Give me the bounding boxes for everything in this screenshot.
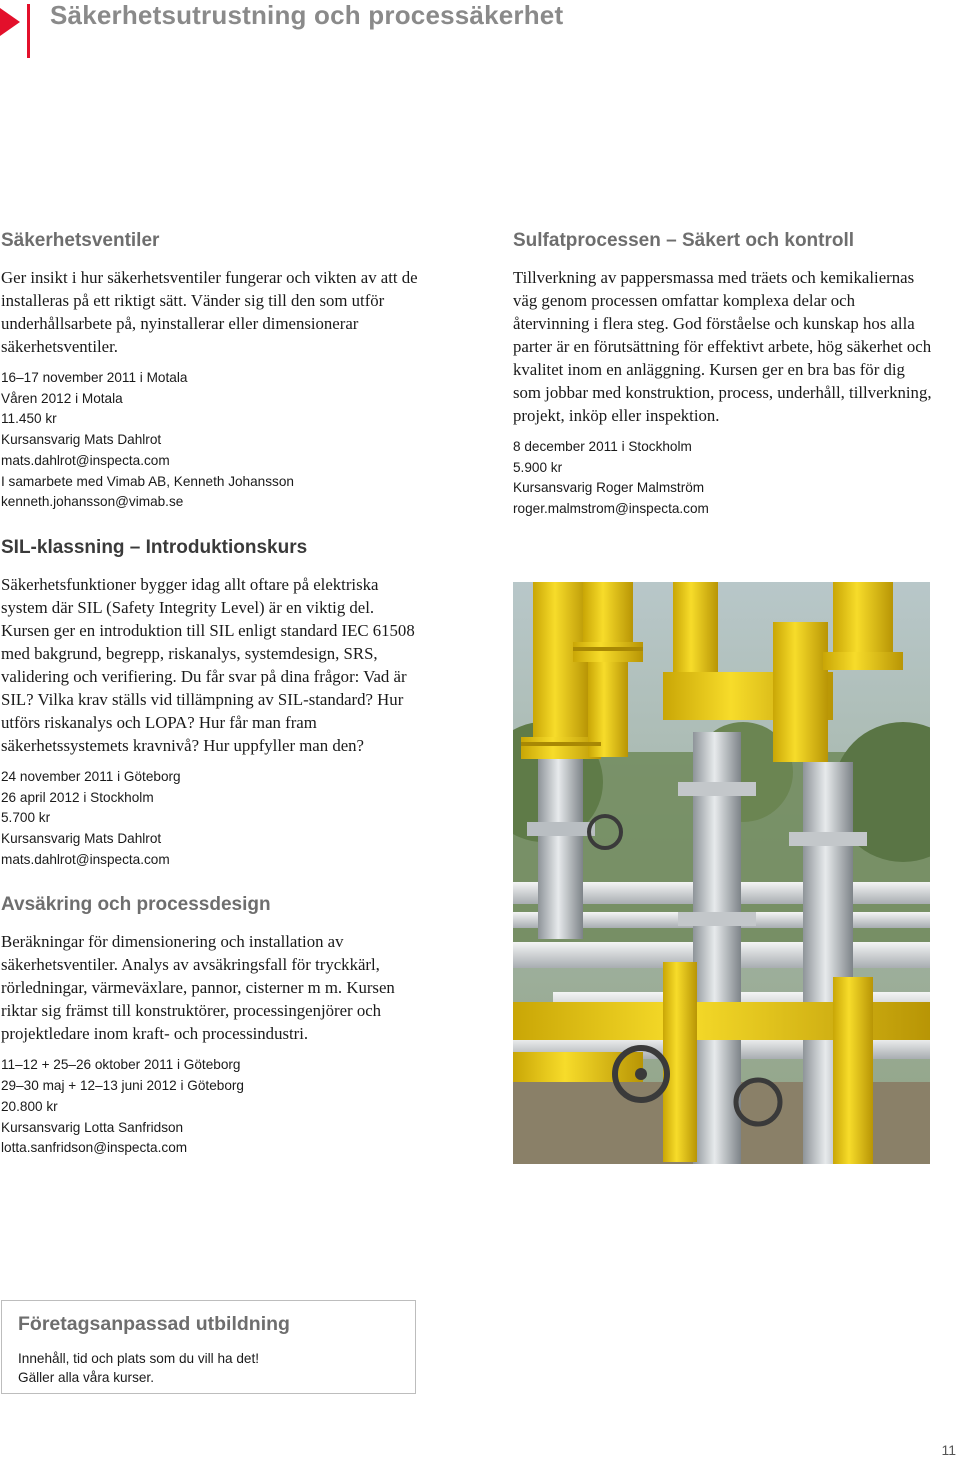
course-description: Ger insikt i hur säkerhetsventiler fungerar och vikten av att de installeras på ett riktigt sätt. Vänder sig till den som utför underhållsarbete på, nyinstallerar eller dimensionerar säkerhetsventiler. — [1, 268, 418, 356]
course-description: Tillverkning av pappersmassa med träets och kemikaliernas väg genom processen omfattar komplexa delar och återvinning i flera steg. God förståelse och kunskap hos alla parter är en förutsättning för effektivt arbete, hög säkerhet och kvalitet inom en anläggning. Kursen ger en bra bas för dig som jobbar med konstruktion, process, underhåll, tillverkning, projekt, inköp eller inspektion. — [513, 268, 932, 425]
course-title: Säkerhetsventiler — [1, 230, 160, 251]
course-responsible: Kursansvarig Roger Malmström — [513, 480, 705, 496]
contact-email[interactable]: roger.malmstrom@inspecta.com — [513, 501, 709, 517]
course-date: 29–30 maj + 12–13 juni 2012 i Göteborg — [1, 1078, 244, 1094]
course-description: Säkerhetsfunktioner bygger idag allt oftare på elektriska system där SIL (Safety Integrity Level) är en viktig del. Kursen ger en introduktion till SIL enligt standard IEC 61508 med bakgrund, begrepp, riskanalys, systemdesign, SRS, validering och verifiering. Du får svar på dina frågor: Vad är SIL? Vilka krav ställs vid tillämpning av SIL-standard? Hur utförs riskanalys och LOPA? Hur får man fram säkerhetssystemets kravnivå? Hur uppfyller man den? — [1, 574, 415, 755]
course-responsible: Kursansvarig Mats Dahlrot — [1, 831, 162, 847]
box-title: Företagsanpassad utbildning — [18, 1313, 290, 1335]
red-arrow-marker-icon — [0, 4, 32, 58]
course-price: 11.450 kr — [1, 411, 57, 427]
course-responsible: Kursansvarig Mats Dahlrot — [1, 432, 162, 448]
right-column — [513, 228, 933, 542]
course-details — [513, 437, 933, 520]
course-title: Avsäkring och processdesign — [1, 894, 271, 916]
course-details — [1, 368, 421, 513]
partner-info: I samarbete med Vimab AB, Kenneth Johansson — [1, 473, 294, 489]
partner-email[interactable]: kenneth.johansson@vimab.se — [1, 494, 184, 510]
course-date: 16–17 november 2011 i Motala — [1, 370, 188, 385]
course-price: 5.700 kr — [1, 810, 51, 826]
course-responsible: Kursansvarig Lotta Sanfridson — [1, 1119, 184, 1135]
course-details — [1, 1055, 421, 1159]
course-date: 8 december 2011 i Stockholm — [513, 439, 692, 454]
course-sakerhetsventiler — [1, 228, 421, 513]
contact-email[interactable]: mats.dahlrot@inspecta.com — [1, 452, 170, 468]
course-date: Våren 2012 i Motala — [1, 390, 123, 406]
pipes-valves-illustration — [513, 582, 930, 1164]
course-sulfatprocessen — [513, 228, 933, 520]
pipes-valves-photo — [513, 582, 930, 1164]
page-number: 11 — [941, 1442, 956, 1458]
contact-email[interactable]: mats.dahlrot@inspecta.com — [1, 851, 170, 867]
left-column — [1, 228, 421, 1181]
course-title: SIL-klassning – Introduktionskurs — [1, 536, 308, 558]
course-date: 11–12 + 25–26 oktober 2011 i Göteborg — [1, 1057, 241, 1073]
course-price: 20.800 kr — [1, 1098, 58, 1114]
course-avsakring — [1, 892, 421, 1159]
box-text: Innehåll, tid och plats som du vill ha det! — [18, 1351, 260, 1366]
course-date: 26 april 2012 i Stockholm — [1, 789, 154, 805]
course-description: Beräkningar för dimensionering och installation av säkerhetsventiler. Analys av avsäkringsfall för tryckkärl, rörledningar, värmeväxlare, pannor, cisterner m m. Kursen riktar sig främst till konstruktörer, processingenjörer och projektledare inom kraft- och processindustri. — [1, 932, 395, 1044]
box-text: Gäller alla våra kurser. — [18, 1370, 154, 1385]
course-details — [1, 767, 421, 871]
contact-email[interactable]: lotta.sanfridson@inspecta.com — [1, 1140, 188, 1156]
course-sil-klassning — [1, 535, 421, 871]
course-title: Sulfatprocessen – Säkert och kontroll — [513, 230, 855, 251]
course-date: 24 november 2011 i Göteborg — [1, 768, 181, 784]
course-price: 5.900 kr — [513, 459, 563, 475]
custom-training-box — [1, 1300, 416, 1394]
page-title: Säkerhetsutrustning och processäkerhet — [50, 0, 564, 30]
